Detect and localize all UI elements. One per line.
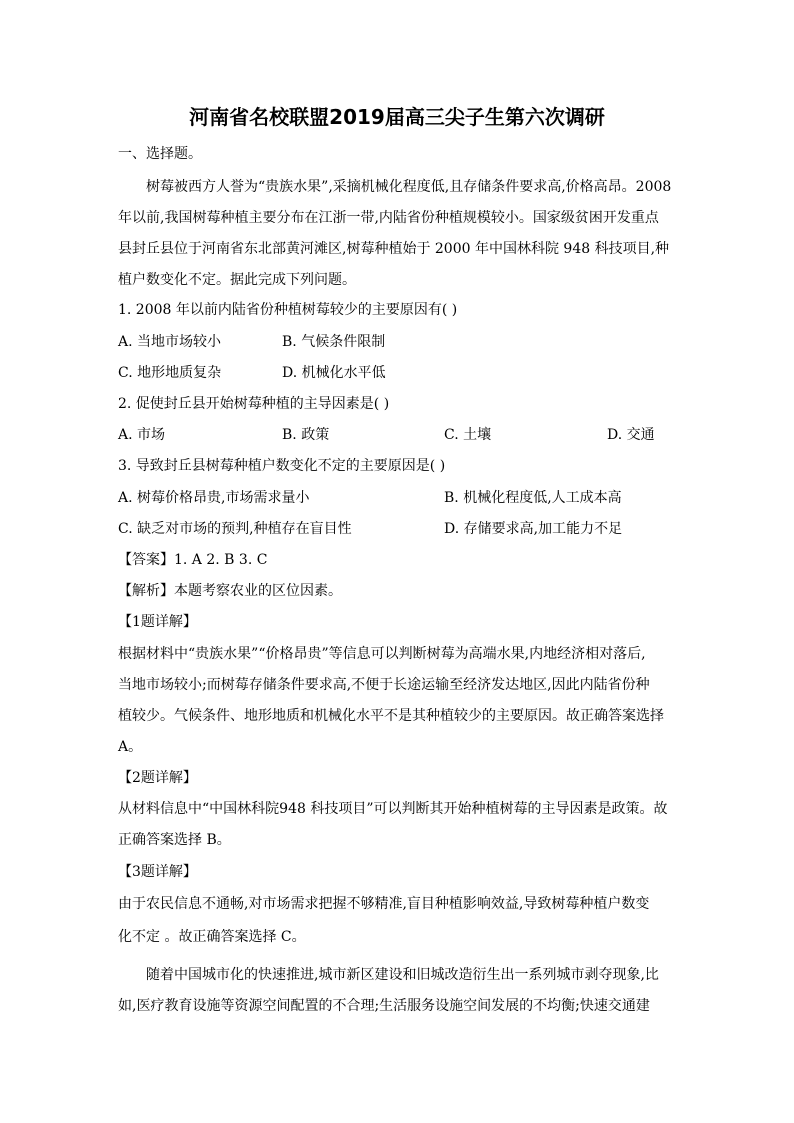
question-2-option-c: C. 土壤	[444, 427, 492, 443]
passage1-line-1: 树莓被西方人誉为“贵族水果”,采摘机械化程度低,且存储条件要求高,价格高昂。2008	[146, 179, 672, 195]
passage1-line-3: 县封丘县位于河南省东北部黄河滩区,树莓种植始于 2000 年中国林科院 948 科技项目,种	[118, 241, 670, 257]
question-3-option-c: C. 缺乏对市场的预判,种植存在盲目性	[118, 521, 352, 537]
detail-2-line-2: 正确答案选择 B。	[118, 832, 231, 848]
detail-1-line-1: 根据材料中“贵族水果”“价格昂贵”等信息可以判断树莓为高端水果,内地经济相对落后,	[118, 646, 646, 662]
question-1-option-b: B. 气候条件限制	[282, 334, 386, 350]
detail-1-line-3: 植较少。气候条件、地形地质和机械化水平不是其种植较少的主要原因。故正确答案选择	[118, 708, 664, 724]
passage1-line-2: 年以前,我国树莓种植主要分布在江浙一带,内陆省份种植规模较小。国家级贫困开发重点	[118, 210, 659, 226]
detail-3-line-1: 由于农民信息不通畅,对市场需求把握不够精准,盲目种植影响效益,导致树莓种植户数变	[118, 896, 650, 912]
detail-1-heading: 【1题详解】	[118, 614, 197, 630]
question-2-option-b: B. 政策	[282, 427, 330, 443]
question-2-option-a: A. 市场	[118, 427, 166, 443]
passage2-line-1: 随着中国城市化的快速推进,城市新区建设和旧城改造衍生出一系列城市剥夺现象,比	[146, 967, 659, 983]
detail-3-line-2: 化不定 。故正确答案选择 C。	[118, 929, 306, 945]
question-3-option-d: D. 存储要求高,加工能力不足	[444, 521, 623, 537]
question-1-option-d: D. 机械化水平低	[282, 365, 386, 381]
analysis-line: 【解析】本题考察农业的区位因素。	[118, 583, 342, 599]
passage2-line-2: 如,医疗教育设施等资源空间配置的不合理;生活服务设施空间发展的不均衡;快速交通建	[118, 998, 650, 1014]
question-2-option-d: D. 交通	[607, 427, 655, 443]
question-2-stem: 2. 促使封丘县开始树莓种植的主导因素是( )	[118, 396, 390, 412]
section-heading: 一、选择题。	[118, 146, 202, 162]
page-title: 河南省名校联盟2019届高三尖子生第六次调研	[189, 105, 605, 129]
detail-1-line-2: 当地市场较小;而树莓存储条件要求高,不便于长途运输至经济发达地区,因此内陆省份种	[118, 677, 650, 693]
detail-3-heading: 【3题详解】	[118, 864, 197, 880]
question-3-option-a: A. 树莓价格昂贵,市场需求量小	[118, 490, 310, 506]
question-1-option-c: C. 地形地质复杂	[118, 365, 222, 381]
detail-2-heading: 【2题详解】	[118, 770, 197, 786]
passage1-line-4: 植户数变化不定。据此完成下列问题。	[118, 272, 356, 288]
question-3-stem: 3. 导致封丘县树莓种植户数变化不定的主要原因是( )	[118, 458, 446, 474]
question-3-option-b: B. 机械化程度低,人工成本高	[444, 490, 622, 506]
question-1-stem: 1. 2008 年以前内陆省份种植树莓较少的主要原因有( )	[118, 302, 458, 318]
question-1-option-a: A. 当地市场较小	[118, 334, 222, 350]
detail-1-line-4: A。	[118, 739, 143, 755]
detail-2-line-1: 从材料信息中“中国林科院948 科技项目”可以判断其开始种植树莓的主导因素是政策。故	[118, 801, 668, 817]
answer-line: 【答案】1. A 2. B 3. C	[118, 552, 268, 568]
